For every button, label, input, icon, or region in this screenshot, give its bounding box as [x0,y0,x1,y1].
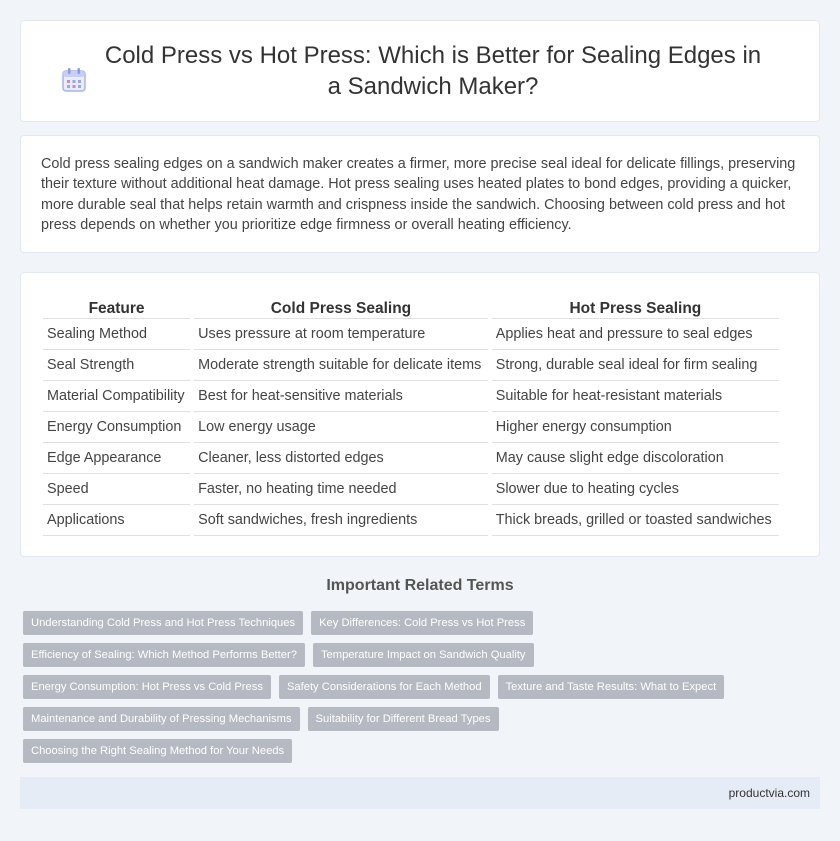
cold-press-cell: Soft sandwiches, fresh ingredients [194,505,488,536]
table-row [43,474,779,505]
intro-card [20,135,820,253]
tag-row [23,643,803,667]
feature-cell: Material Compatibility [43,381,190,412]
related-term-tag[interactable]: Understanding Cold Press and Hot Press Techniques [23,611,303,635]
hot-press-cell: Thick breads, grilled or toasted sandwiches [492,505,779,536]
hot-press-cell: May cause slight edge discoloration [492,443,779,474]
table-row [43,319,779,350]
related-term-tag[interactable]: Temperature Impact on Sandwich Quality [313,643,534,667]
feature-cell: Applications [43,505,190,536]
intro-paragraph: Cold press sealing edges on a sandwich maker creates a firmer, more precise seal ideal for delicate fillings, preserving their texture without additional heat damage. Hot press sealing uses heated plates to bond edges, providing a quicker, more durable seal that helps retain warmth and crispness inside the sandwich. Choosing between cold press and hot press depends on whether you prioritize edge firmness or overall heating efficiency. [41,156,796,233]
tag-row [23,707,803,731]
table-row [43,443,779,474]
feature-cell: Seal Strength [43,350,190,381]
feature-cell: Speed [43,474,190,505]
related-term-tag[interactable]: Efficiency of Sealing: Which Method Performs Better? [23,643,305,667]
related-term-tag[interactable]: Key Differences: Cold Press vs Hot Press [311,611,533,635]
related-term-tag[interactable]: Safety Considerations for Each Method [279,675,490,699]
related-terms-list [23,611,803,771]
related-terms-heading: Important Related Terms [326,577,514,594]
cold-press-cell: Uses pressure at room temperature [194,319,488,350]
feature-cell: Sealing Method [43,319,190,350]
hot-press-cell: Higher energy consumption [492,412,779,443]
title-card [20,20,820,122]
cold-press-cell: Faster, no heating time needed [194,474,488,505]
table-row [43,412,779,443]
footer-site-name[interactable]: productvia.com [728,786,810,800]
hot-press-cell: Suitable for heat-resistant materials [492,381,779,412]
header-hot-press: Hot Press Sealing [492,295,779,319]
tag-row [23,611,803,635]
cold-press-cell: Best for heat-sensitive materials [194,381,488,412]
header-cold-press: Cold Press Sealing [194,295,488,319]
table-header-row [43,295,779,319]
feature-cell: Energy Consumption [43,412,190,443]
table-row [43,505,779,536]
cold-press-cell: Cleaner, less distorted edges [194,443,488,474]
related-term-tag[interactable]: Choosing the Right Sealing Method for Your Needs [23,739,292,763]
related-term-tag[interactable]: Suitability for Different Bread Types [308,707,499,731]
comparison-table [39,295,783,536]
related-term-tag[interactable]: Texture and Taste Results: What to Expect [498,675,725,699]
cold-press-cell: Moderate strength suitable for delicate items [194,350,488,381]
cold-press-cell: Low energy usage [194,412,488,443]
hot-press-cell: Strong, durable seal ideal for firm sealing [492,350,779,381]
comparison-card [20,272,820,557]
table-row [43,381,779,412]
tag-row [23,739,803,763]
calendar-icon [60,66,88,94]
title-wrap [60,40,780,102]
header-feature: Feature [43,295,190,319]
page-title: Cold Press vs Hot Press: Which is Better for Sealing Edges in a Sandwich Maker? [104,42,762,100]
hot-press-cell: Applies heat and pressure to seal edges [492,319,779,350]
table-row [43,350,779,381]
related-term-tag[interactable]: Maintenance and Durability of Pressing Mechanisms [23,707,300,731]
feature-cell: Edge Appearance [43,443,190,474]
tag-row [23,675,803,699]
hot-press-cell: Slower due to heating cycles [492,474,779,505]
related-term-tag[interactable]: Energy Consumption: Hot Press vs Cold Press [23,675,271,699]
footer [20,777,820,809]
